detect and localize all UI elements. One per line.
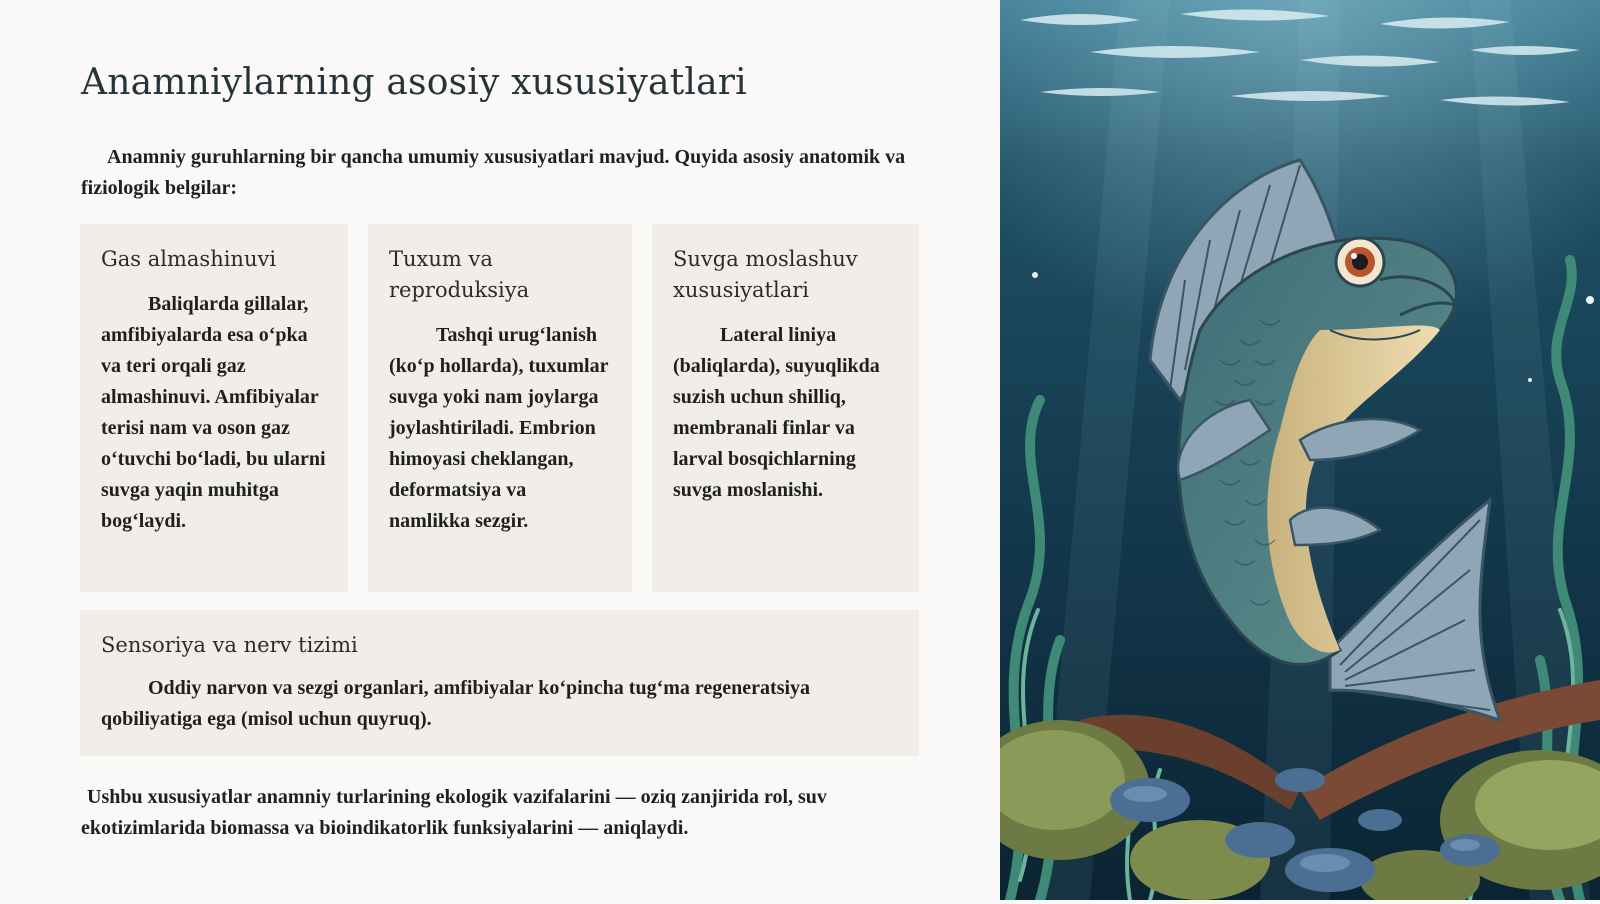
card-reproduction [368, 224, 632, 592]
card-heading: Suvga moslashuv xususiyatlari [673, 247, 858, 302]
card-body: Oddiy narvon va sezgi organlari, amfibiyalar ko‘pincha tug‘ma regeneratsiya qobiliyatiga ega (misol uchun quyruq). [101, 677, 811, 730]
card-body: Lateral liniya (baliqlarda), suyuqlikda suzish uchun shilliq, membranali finlar va larval bosqichlarning suvga moslanishi. [673, 324, 880, 501]
card-heading: Tuxum va reproduksiya [389, 247, 530, 302]
card-body: Tashqi urug‘lanish (ko‘p hollarda), tuxumlar suvga yoki nam joylarga joylashtiriladi. Embrion himoyasi cheklangan, deformatsiya va namlikka sezgir. [389, 324, 609, 532]
card-heading: Sensoriya va nerv tizimi [101, 633, 358, 657]
card-gas-exchange [80, 224, 348, 592]
card-sensory-nervous [80, 610, 919, 756]
slide-title: Anamniylarning asosiy xususiyatlari [81, 62, 747, 103]
card-heading: Gas almashinuvi [101, 247, 277, 271]
intro-paragraph: Anamniy guruhlarning bir qancha umumiy xususiyatlari mavjud. Quyida asosiy anatomik va fiziologik belgilar: [81, 146, 906, 199]
card-water-adaptation [652, 224, 919, 592]
fish-underwater-illustration-icon [1000, 0, 1600, 900]
conclusion-paragraph: Ushbu xususiyatlar anamniy turlarining ekologik vazifalarini — oziq zanjirida rol, suv ekotizimlarida biomassa va bioindikatorlik funksiyalarini — aniqlaydi. [81, 786, 827, 839]
card-body: Baliqlarda gillalar, amfibiyalarda esa o‘pka va teri orqali gaz almashinuvi. Amfibiyalar terisi nam va oson gaz o‘tuvchi bo‘ladi, bu ularni suvga yaqin muhitga bog‘laydi. [101, 293, 326, 532]
fish-illustration [1000, 0, 1600, 900]
